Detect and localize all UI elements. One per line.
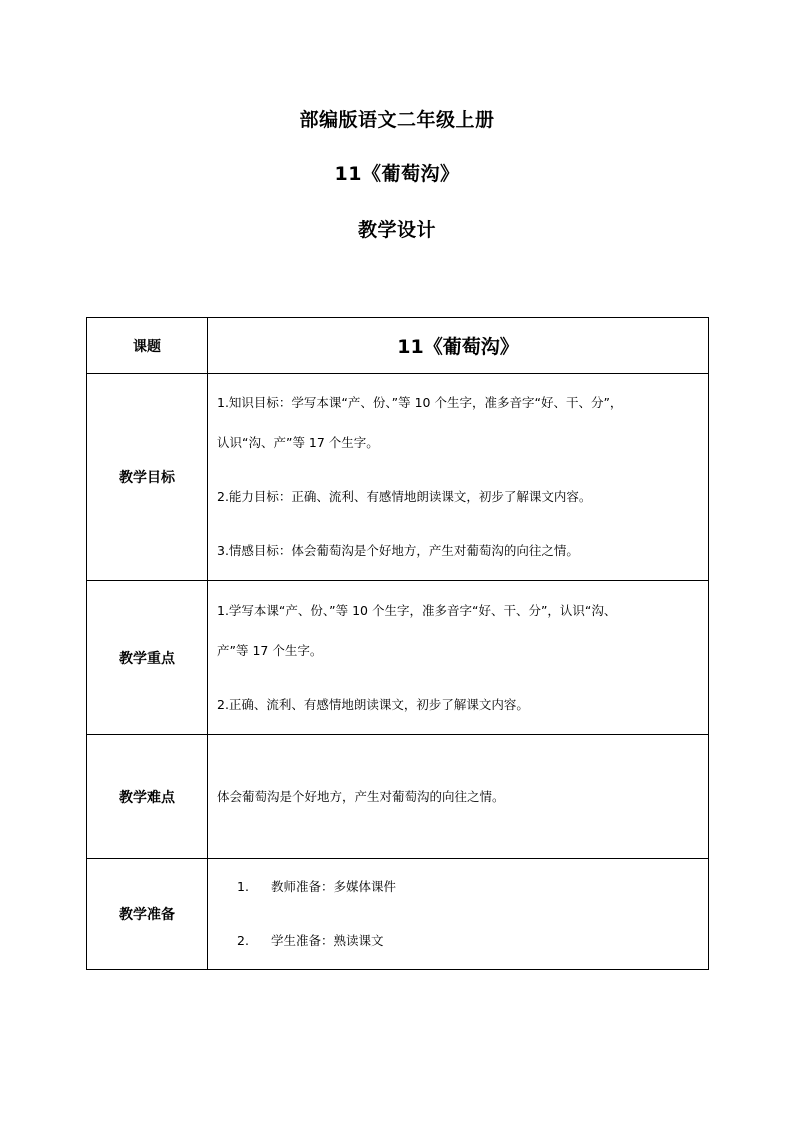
list-text: 学生准备：熟读课文 bbox=[271, 933, 384, 948]
goals-content bbox=[208, 374, 709, 581]
table-row-topic bbox=[87, 318, 709, 374]
goals-line: 3.情感目标：体会葡萄沟是个好地方，产生对葡萄沟的向往之情。 bbox=[217, 543, 579, 558]
goals-line: 1.知识目标：学写本课“产、份、”等 10 个生字，准多音字“好、干、分”， bbox=[217, 395, 623, 410]
lesson-plan-table bbox=[86, 317, 709, 970]
list-item bbox=[217, 932, 698, 950]
table-row-key-points bbox=[87, 581, 709, 735]
preparation-content bbox=[208, 859, 709, 970]
topic-value: 11《葡萄沟》 bbox=[208, 318, 709, 374]
goals-label: 教学目标 bbox=[87, 374, 208, 581]
document-subtitle: 教学设计 bbox=[357, 219, 436, 241]
lesson-title: 11《葡萄沟》 bbox=[334, 163, 460, 185]
table-row-preparation bbox=[87, 859, 709, 970]
difficulties-text: 体会葡萄沟是个好地方，产生对葡萄沟的向往之情。 bbox=[217, 788, 505, 804]
key-points-line: 产”等 17 个生字。 bbox=[217, 642, 323, 658]
list-number: 1. bbox=[237, 879, 249, 894]
key-points-content bbox=[208, 581, 709, 735]
difficulties-label: 教学难点 bbox=[87, 735, 208, 859]
list-number: 2. bbox=[237, 933, 249, 948]
list-text: 教师准备：多媒体课件 bbox=[271, 879, 397, 894]
document-title: 部编版语文二年级上册 bbox=[299, 109, 495, 131]
list-item bbox=[217, 878, 698, 896]
difficulties-content bbox=[208, 735, 709, 859]
goals-line: 认识“沟、产”等 17 个生字。 bbox=[217, 435, 379, 450]
goals-line: 2.能力目标：正确、流利、有感情地朗读课文，初步了解课文内容。 bbox=[217, 489, 592, 504]
topic-label: 课题 bbox=[87, 318, 208, 374]
preparation-label: 教学准备 bbox=[87, 859, 208, 970]
table-row-goals bbox=[87, 374, 709, 581]
key-points-line: 2.正确、流利、有感情地朗读课文，初步了解课文内容。 bbox=[217, 696, 529, 712]
key-points-line: 1.学写本课“产、份、”等 10 个生字，准多音字“好、干、分”，认识“沟、 bbox=[217, 602, 617, 618]
table-row-difficulties bbox=[87, 735, 709, 859]
key-points-label: 教学重点 bbox=[87, 581, 208, 735]
